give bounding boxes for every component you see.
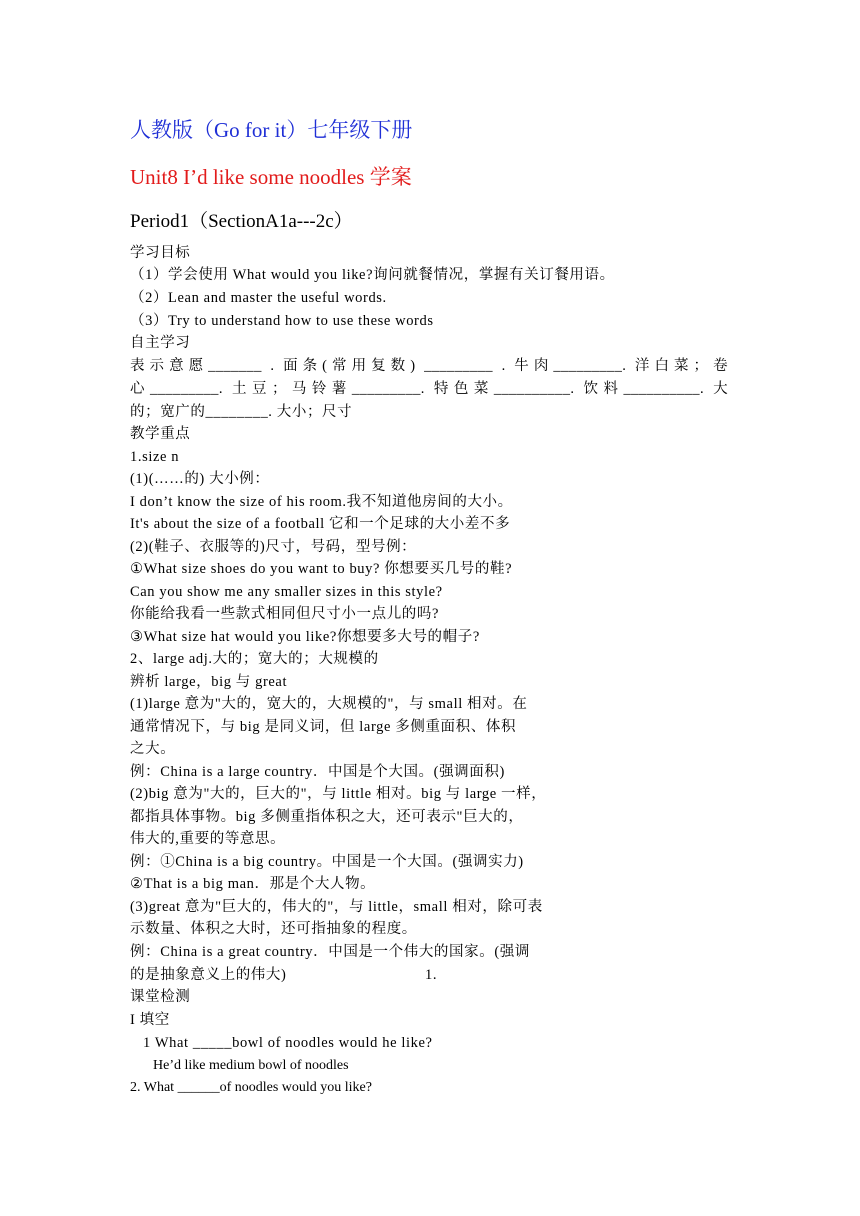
- key-point-line: 2、large adj.大的；宽大的；大规模的: [130, 651, 379, 667]
- key-point-line: 1.size n: [130, 449, 180, 465]
- key-point-line: 辨析 large，big 与 great: [130, 674, 288, 690]
- period-title: Period1（SectionA1a---2c）: [130, 211, 353, 232]
- key-point-line: (1)large 意为"大的，宽大的，大规模的"，与 small 相对。在: [130, 696, 528, 712]
- self-study-line: 心_________. 土豆；马铃薯_________. 特色菜__________. 饮料__________. 大: [130, 381, 728, 397]
- objectives-heading: 学习目标: [130, 245, 191, 261]
- key-point-line: ③What size hat would you like?你想要多大号的帽子?: [130, 629, 480, 645]
- practice-question-1: 1 What _____bowl of noodles would he like?: [143, 1035, 433, 1051]
- key-point-line: 例：China is a large country．中国是个大国。(强调面积): [130, 764, 505, 780]
- key-point-line: I don’t know the size of his room.我不知道他房间的大小。: [130, 494, 513, 510]
- key-point-line: (3)great 意为"巨大的，伟大的"，与 little，small 相对，除可表: [130, 899, 543, 915]
- practice-answer-1: He’d like medium bowl of noodles: [153, 1058, 349, 1073]
- self-study-heading: 自主学习: [130, 335, 191, 351]
- key-point-line: 之大。: [130, 741, 176, 757]
- key-point-line: It's about the size of a football 它和一个足球的大小差不多: [130, 516, 511, 532]
- key-point-line: 伟大的,重要的等意思。: [130, 831, 286, 847]
- key-point-line: ②That is a big man．那是个大人物。: [130, 876, 376, 892]
- document-title: 人教版（Go for it）七年级下册: [130, 118, 413, 142]
- objective-item: （2）Lean and master the useful words.: [130, 290, 387, 306]
- unit-title: Unit8 I’d like some noodles 学案: [130, 165, 412, 189]
- key-point-line: ①What size shoes do you want to buy? 你想要买几号的鞋?: [130, 561, 513, 577]
- self-study-line: 的；宽广的________. 大小；尺寸: [130, 404, 353, 420]
- key-point-line: 都指具体事物。big 多侧重指体积之大，还可表示"巨大的，: [130, 809, 524, 825]
- key-point-line: 例：China is a great country．中国是一个伟大的国家。(强调: [130, 944, 530, 960]
- key-point-line: 的是抽象意义上的伟大): [130, 967, 287, 983]
- self-study-line: 表示意愿_______ . 面条(常用复数) _________ . 牛肉_________. 洋白菜；卷: [130, 358, 728, 374]
- key-points-heading: 教学重点: [130, 426, 191, 442]
- key-point-line: (1)(……的) 大小例：: [130, 471, 270, 487]
- key-point-line: 你能给我看一些款式相同但尺寸小一点儿的吗?: [130, 606, 440, 622]
- key-point-number: 1.: [425, 967, 438, 983]
- practice-section: I 填空: [130, 1012, 170, 1028]
- practice-heading: 课堂检测: [130, 989, 191, 1005]
- key-point-line: 例：①China is a big country。中国是一个大国。(强调实力): [130, 854, 524, 870]
- key-point-line: 示数量、体积之大时，还可指抽象的程度。: [130, 921, 417, 937]
- objective-item: （3）Try to understand how to use these words: [130, 313, 434, 329]
- key-point-line: Can you show me any smaller sizes in this style?: [130, 584, 443, 600]
- key-point-line: 通常情况下，与 big 是同义词，但 large 多侧重面积、体积: [130, 719, 517, 735]
- key-point-line: (2)(鞋子、衣服等的)尺寸，号码，型号例：: [130, 539, 417, 555]
- objective-item: （1）学会使用 What would you like?询问就餐情况，掌握有关订餐用语。: [130, 267, 615, 283]
- practice-question-2: 2. What ______of noodles would you like?: [130, 1080, 372, 1095]
- key-point-line: (2)big 意为"大的，巨大的"，与 little 相对。big 与 large 一样，: [130, 786, 547, 802]
